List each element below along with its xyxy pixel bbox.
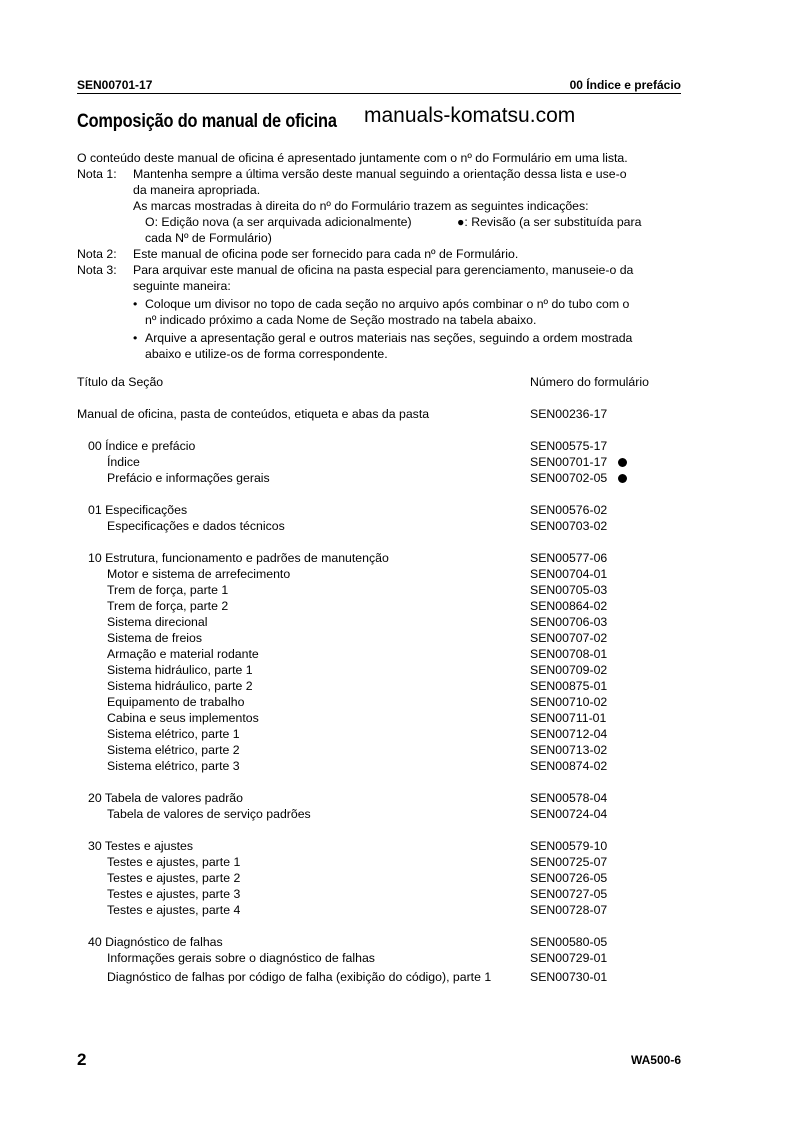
form-number: SEN00707-02 — [530, 631, 608, 645]
table-row — [77, 886, 697, 902]
table-header — [77, 374, 697, 390]
form-number: SEN00725-07 — [530, 855, 608, 869]
note-text: seguinte maneira: — [133, 279, 231, 293]
table-row — [77, 969, 697, 988]
note-text: As marcas mostradas à direita do nº do Formulário trazem as seguintes indicações: — [133, 199, 589, 213]
form-number: SEN00577-06 — [530, 551, 608, 565]
bullet-text: abaixo e utilize-os de forma correspondente. — [145, 347, 388, 361]
form-number: SEN00236-17 — [530, 407, 608, 421]
section-title: Trem de força, parte 2 — [107, 599, 229, 613]
doc-id: SEN00701-17 — [77, 78, 153, 92]
table-row — [77, 502, 697, 518]
note-label: Nota 3: — [77, 263, 117, 277]
table-row — [77, 806, 697, 822]
bullet-text: nº indicado próximo a cada Nome de Seção mostrado na tabela abaixo. — [145, 313, 537, 327]
form-number: SEN00580-05 — [530, 935, 608, 949]
form-number: SEN00702-05 — [530, 471, 608, 485]
section-title: Sistema hidráulico, parte 1 — [107, 663, 253, 677]
section-title: Prefácio e informações gerais — [107, 471, 270, 485]
form-number: SEN00730-01 — [530, 970, 608, 984]
table-row — [77, 710, 697, 726]
form-number: SEN00704-01 — [530, 567, 608, 581]
intro-notes — [77, 150, 697, 362]
table-row — [77, 854, 697, 870]
form-number: SEN00710-02 — [530, 695, 608, 709]
section-title: 01 Especificações — [88, 503, 188, 517]
page-title: Composição do manual de oficina — [77, 111, 337, 132]
section-title: Especificações e dados técnicos — [107, 519, 285, 533]
mark-revision-legend: ●: Revisão (a ser substituída para — [457, 215, 642, 229]
page-number: 2 — [77, 1050, 87, 1069]
table-row — [77, 646, 697, 662]
note-label: Nota 1: — [77, 167, 117, 181]
form-number: SEN00578-04 — [530, 791, 608, 805]
table-row — [77, 614, 697, 630]
group-spacer — [77, 918, 697, 934]
form-number: SEN00709-02 — [530, 663, 608, 677]
table-row — [77, 662, 697, 678]
section-title: Testes e ajustes, parte 2 — [107, 871, 241, 885]
section-title: 40 Diagnóstico de falhas — [88, 935, 223, 949]
note-text: Mantenha sempre a última versão deste manual seguindo a orientação dessa lista e use-o — [133, 167, 627, 181]
page-header — [77, 77, 681, 94]
mark-new-legend: O: Edição nova (a ser arquivada adicionalmente) — [145, 215, 412, 229]
bullet-text: Coloque um divisor no topo de cada seção no arquivo após combinar o nº do tubo com o — [145, 297, 630, 311]
form-number: SEN00724-04 — [530, 807, 608, 821]
bullet-icon: • — [133, 331, 138, 345]
table-row — [77, 470, 697, 486]
section-title: Sistema direcional — [107, 615, 208, 629]
section-title: Testes e ajustes, parte 1 — [107, 855, 241, 869]
group-spacer — [77, 534, 697, 550]
table-row — [77, 902, 697, 918]
col-form-header: Número do formulário — [530, 375, 649, 389]
note-text: Para arquivar este manual de oficina na pasta especial para gerenciamento, manuseie-o da — [133, 263, 634, 277]
table-row — [77, 550, 697, 566]
table-row — [77, 438, 697, 454]
table-row — [77, 726, 697, 742]
section-title: Diagnóstico de falhas por código de falha (exibição do código), parte 1 — [107, 970, 492, 984]
form-number: SEN00874-02 — [530, 759, 608, 773]
form-number: SEN00706-03 — [530, 615, 608, 629]
section-title: 30 Testes e ajustes — [88, 839, 194, 853]
table-row — [77, 934, 697, 950]
form-number: SEN00708-01 — [530, 647, 608, 661]
bullet-icon: • — [133, 297, 138, 311]
form-number: SEN00864-02 — [530, 599, 608, 613]
form-number: SEN00713-02 — [530, 743, 608, 757]
section-title: Equipamento de trabalho — [107, 695, 245, 709]
table-row — [77, 582, 697, 598]
note-text: cada Nº de Formulário) — [145, 231, 272, 245]
table-row — [77, 950, 697, 969]
form-number: SEN00727-05 — [530, 887, 608, 901]
section-title: Tabela de valores de serviço padrões — [107, 807, 311, 821]
note-label: Nota 2: — [77, 247, 117, 261]
table-row — [77, 454, 697, 470]
table-row — [77, 838, 697, 854]
table-row — [77, 870, 697, 886]
form-number: SEN00712-04 — [530, 727, 608, 741]
table-row — [77, 566, 697, 582]
section-title: Sistema elétrico, parte 1 — [107, 727, 240, 741]
group-spacer — [77, 774, 697, 790]
header-section: 00 Índice e prefácio — [569, 78, 681, 92]
form-number: SEN00701-17 — [530, 455, 608, 469]
table-row — [77, 518, 697, 534]
section-title: Sistema elétrico, parte 2 — [107, 743, 240, 757]
section-title: Sistema de freios — [107, 631, 203, 645]
section-title: Armação e material rodante — [107, 647, 259, 661]
form-number: SEN00726-05 — [530, 871, 608, 885]
table-row — [77, 758, 697, 774]
group-spacer — [77, 486, 697, 502]
form-number: SEN00729-01 — [530, 951, 608, 965]
watermark: manuals-komatsu.com — [364, 104, 576, 127]
table-row — [77, 406, 697, 422]
group-spacer — [77, 822, 697, 838]
section-title: 00 Índice e prefácio — [88, 439, 196, 453]
section-title: Índice — [107, 455, 140, 469]
intro-text: O conteúdo deste manual de oficina é apresentado juntamente com o nº do Formulário em uma lista. — [77, 151, 628, 165]
section-title: 10 Estrutura, funcionamento e padrões de manutenção — [88, 551, 389, 565]
section-title: Testes e ajustes, parte 3 — [107, 887, 241, 901]
revision-mark-icon — [618, 458, 627, 467]
section-title: Sistema hidráulico, parte 2 — [107, 679, 253, 693]
group-spacer — [77, 422, 697, 438]
section-title: Motor e sistema de arrefecimento — [107, 567, 291, 581]
note-text: da maneira apropriada. — [133, 183, 261, 197]
section-title: 20 Tabela de valores padrão — [88, 791, 243, 805]
group-spacer — [77, 390, 697, 406]
note-text: Este manual de oficina pode ser fornecido para cada nº de Formulário. — [133, 247, 519, 261]
form-number: SEN00576-02 — [530, 503, 608, 517]
form-number: SEN00705-03 — [530, 583, 608, 597]
section-title: Cabina e seus implementos — [107, 711, 259, 725]
form-number: SEN00703-02 — [530, 519, 608, 533]
section-title: Trem de força, parte 1 — [107, 583, 229, 597]
section-title: Sistema elétrico, parte 3 — [107, 759, 240, 773]
section-title: Testes e ajustes, parte 4 — [107, 903, 241, 917]
revision-mark-icon — [618, 474, 627, 483]
form-number: SEN00575-17 — [530, 439, 608, 453]
col-title-header: Título da Seção — [77, 375, 164, 389]
model-name: WA500-6 — [630, 1053, 681, 1067]
table-row — [77, 678, 697, 694]
section-title: Informações gerais sobre o diagnóstico de falhas — [107, 951, 375, 965]
form-number: SEN00579-10 — [530, 839, 608, 853]
contents-table — [77, 374, 697, 988]
table-row — [77, 630, 697, 646]
table-row — [77, 598, 697, 614]
form-number: SEN00875-01 — [530, 679, 608, 693]
table-row — [77, 790, 697, 806]
form-number: SEN00728-07 — [530, 903, 608, 917]
form-number: SEN00711-01 — [530, 711, 607, 725]
table-row — [77, 742, 697, 758]
section-title: Manual de oficina, pasta de conteúdos, etiqueta e abas da pasta — [77, 407, 430, 421]
table-row — [77, 694, 697, 710]
bullet-text: Arquive a apresentação geral e outros materiais nas seções, seguindo a ordem mostrada — [145, 331, 633, 345]
